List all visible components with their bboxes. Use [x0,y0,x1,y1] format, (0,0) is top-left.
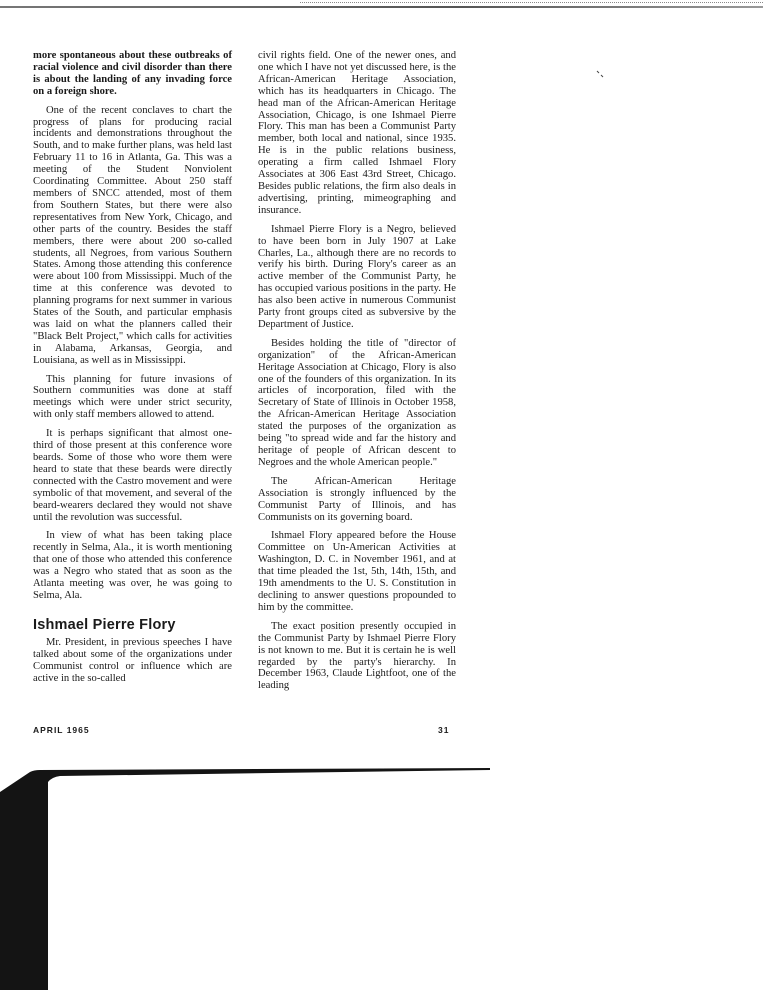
paragraph-right-2: Ishmael Pierre Flory is a Negro, believed to have been born in July 1907 at Lake Charles, La., although there are no records to verify his birth. During Flory's career as an active member of the Communist Party, he has occupied various positions in the party. He has also been active in numerous Communist Party front groups cited as subversive by the Department of Justice. [258,223,456,330]
footer-issue-date: APRIL 1965 [33,725,90,735]
paragraph-right-6: The exact position presently occupied in the Communist Party by Ishmael Pierre Flory is not known to me. But it is certain he is well regarded by the party's hierarchy. In December 1963, Claude Lightfoot, one of the leading [258,620,456,692]
paragraph-left-1: more spontaneous about these outbreaks of racial violence and civil disorder than there is about the landing of any invading force on a foreign shore. [33,50,232,97]
right-column [258,50,456,699]
paragraph-left-5: In view of what has been taking place recently in Selma, Ala., it is worth mentioning that one of those who attended this conference was a Negro who stated that as soon as the Atlanta meeting was over, he was going to Selma, Ala. [33,530,232,601]
paragraph-left-6: Mr. President, in previous speeches I have talked about some of the organizations under Communist control or influence which are active in the so-called [33,636,232,684]
paragraph-right-3: Besides holding the title of "director of organization" of the African-American Heritage Association at Chicago, Flory is also one of the founders of this organization. In its articles of incorporation, filed with the Secretary of State of Illinois in October 1958, the African-American Heritage Association stated the purposes of the organization as being "to spread wide and far the history and heritage of people of African descent to Negroes and the whole American people." [258,337,456,468]
section-heading: Ishmael Pierre Flory [33,616,176,633]
paragraph-left-3: This planning for future invasions of Southern communities was done at staff meetings which were under strict security, with only staff members allowed to attend. [33,373,232,421]
scan-shadow [0,760,490,990]
paragraph-right-5: Ishmael Flory appeared before the House Committee on Un-American Activities at Washington, D. C. in November 1961, and at that time pleaded the 1st, 5th, 14th, 15th, and 19th amendments to the U. S. Constitution in declining to answer questions propounded to him by the committee. [258,530,456,613]
top-rule [0,6,763,8]
paragraph-right-1: civil rights field. One of the newer ones, and one which I have not yet discussed here, is the African-American Heritage Association, which has its headquarters in Chicago. The head man of the African-American Heritage Association, Chicago, is one Ishmael Pierre Flory. This man has been a Communist Party member, both local and national, since 1935. He is in the public relations business, operating a firm called Ishmael Flory Associates at 306 East 43rd Street, Chicago. Besides public relations, the firm also deals in advertising, printing, mimeographing and insurance. [258,50,456,216]
left-column [33,50,232,692]
paragraph-left-4: It is perhaps significant that almost one-third of those present at this conference wore beards. Some of those who wore them were heard to state that these beards were directly connected with the Castro movement and were symbolic of that movement, and several of the beard-wearers declared they would not shave until the revolution was successful. [33,428,232,523]
paragraph-right-4: The African-American Heritage Association is strongly influenced by the Communist Party of Illinois, and has Communists on its governing board. [258,475,456,523]
footer-page-number: 31 [438,725,450,735]
paragraph-left-2: One of the recent conclaves to chart the progress of plans for producing racial incidents and demonstrations throughout the South, and to make further plans, was held last February 11 to 16 in Atlanta, Ga. This was a meeting of the Student Nonviolent Coordinating Committee. About 250 staff members of SNCC attended, most of them from Southern States, but there were also representatives from New York, Chicago, and other parts of the country. Besides the staff members, there were about 200 so-called students, all Negroes, from various Southern States. Among those attending this conference were about 100 from Mississippi. Much of the time at this conference was devoted to planning programs for next summer in various States of the South, and particular emphasis was laid on what the planners called their "Black Belt Project," which calls for activities in Alabama, Arkansas, Georgia, and Louisiana, as well as in Mississippi. [33,104,232,366]
stray-mark [596,70,604,78]
